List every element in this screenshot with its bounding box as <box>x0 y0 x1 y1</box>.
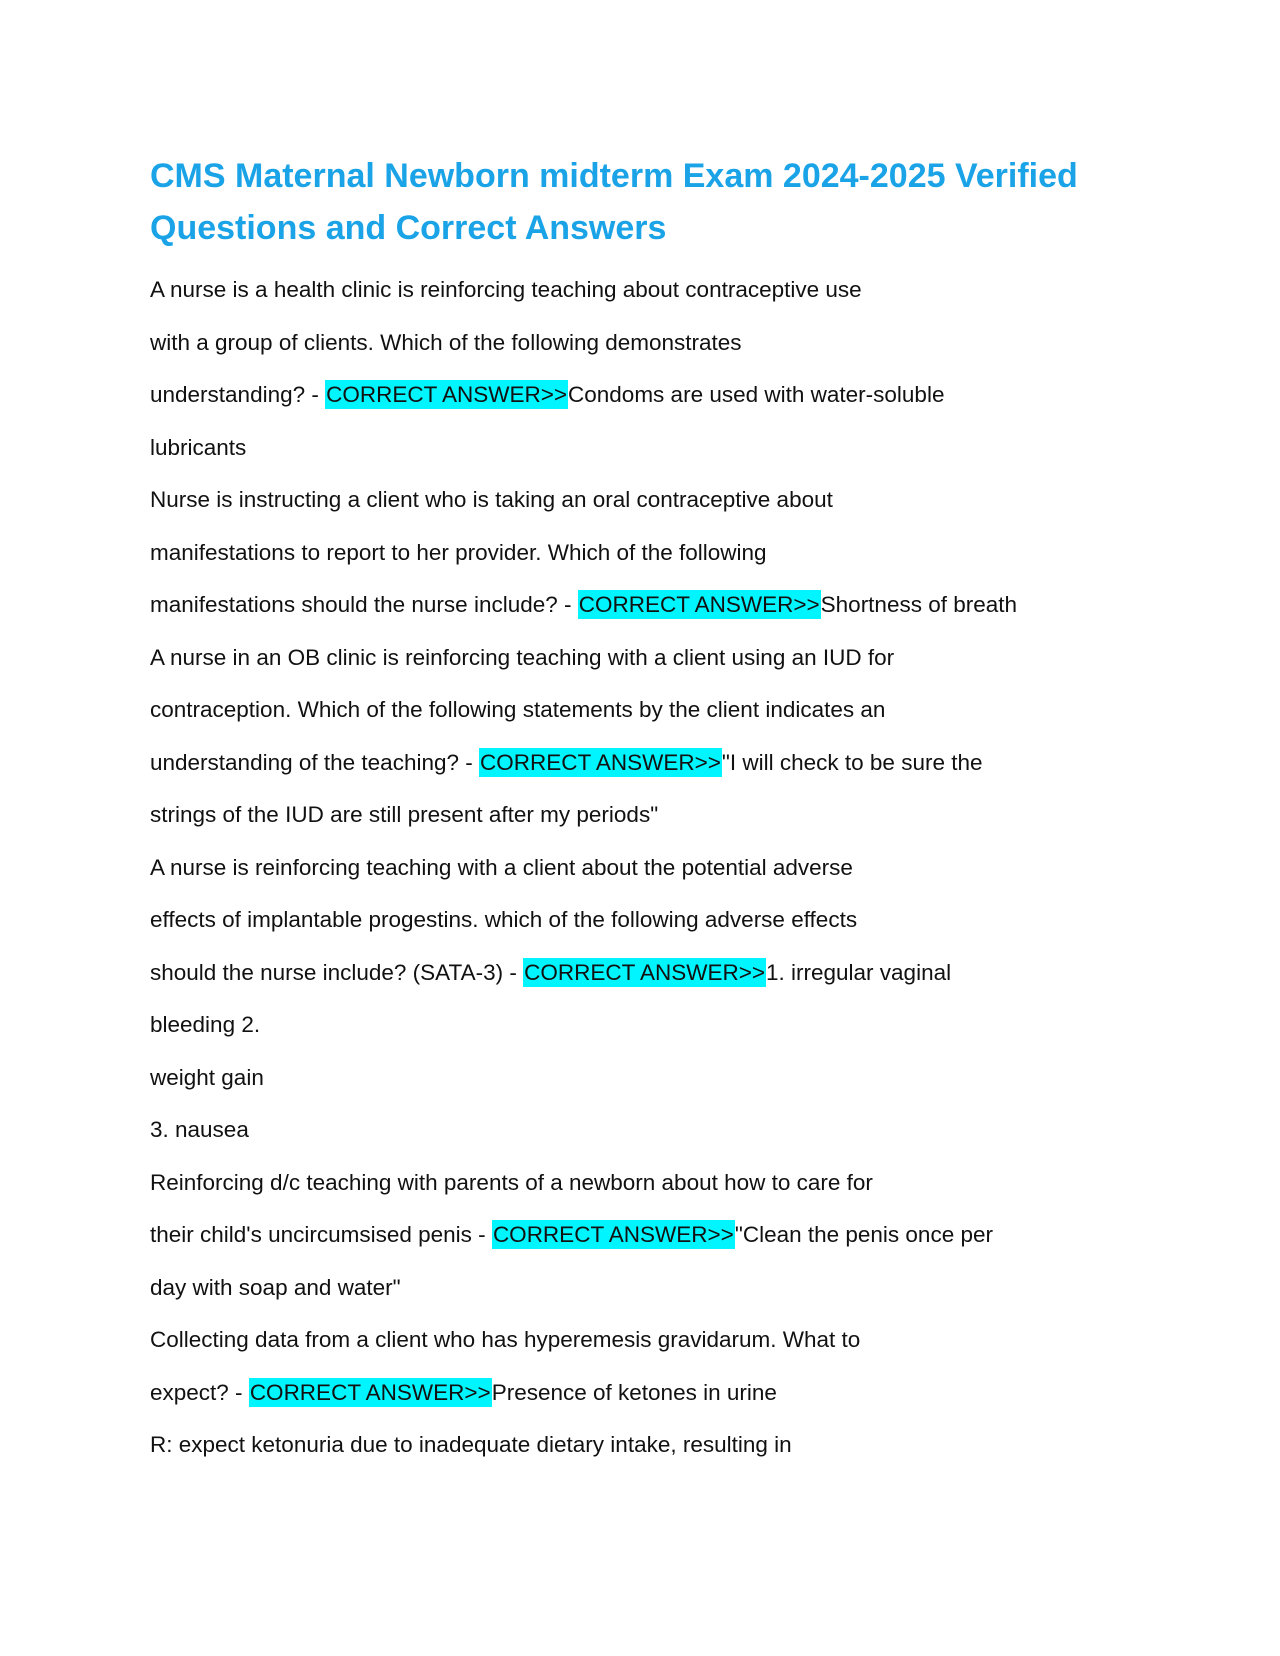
answer-text: Presence of ketones in urine <box>491 1379 777 1405</box>
answer-line <box>150 579 1150 632</box>
question-tail: understanding of the teaching? - <box>150 749 479 775</box>
correct-answer-marker: CORRECT ANSWER>> <box>480 749 721 775</box>
answer-line <box>150 1367 1150 1420</box>
text-line <box>150 1052 1150 1105</box>
question-tail: expect? - <box>150 1379 249 1405</box>
correct-answer-marker: CORRECT ANSWER>> <box>492 1222 734 1247</box>
text-line <box>150 1262 1150 1315</box>
line-text: bleeding 2. <box>150 1012 261 1037</box>
answer-text: "I will check to be sure the <box>721 749 983 775</box>
line-text: day with soap and water" <box>150 1274 401 1300</box>
question-tail: should the nurse include? (SATA-3) - <box>150 959 524 985</box>
line-text: with a group of clients. Which of the following demonstrates <box>150 329 742 355</box>
line-text: effects of implantable progestins. which of the following adverse effects <box>150 907 858 932</box>
line-text: Collecting data from a client who has hyperemesis gravidarum. What to <box>150 1327 861 1352</box>
line-text: weight gain <box>150 1064 264 1090</box>
title-line: Questions and Correct Answers <box>150 209 667 247</box>
line-text: strings of the IUD are still present after my periods" <box>150 802 659 827</box>
line-text: 3. nausea <box>150 1117 249 1142</box>
correct-answer-marker: CORRECT ANSWER>> <box>524 959 765 985</box>
text-line <box>150 999 1150 1052</box>
title-line: CMS Maternal Newborn midterm Exam 2024-2025 Verified <box>150 157 1078 195</box>
answer-line <box>150 1209 1150 1262</box>
text-line <box>150 527 1150 580</box>
question-tail: manifestations should the nurse include? - <box>150 592 578 617</box>
line-text: R: expect ketonuria due to inadequate dietary intake, resulting in <box>150 1432 792 1457</box>
text-line <box>150 1157 1150 1210</box>
line-text: A nurse is reinforcing teaching with a client about the potential adverse <box>150 854 853 880</box>
answer-line <box>150 947 1150 1000</box>
answer-text: 1. irregular vaginal <box>766 959 952 985</box>
text-line <box>150 474 1150 527</box>
line-text: manifestations to report to her provider. Which of the following <box>150 539 767 565</box>
line-text: lubricants <box>150 434 247 460</box>
answer-text: "Clean the penis once per <box>734 1222 993 1247</box>
correct-answer-marker: CORRECT ANSWER>> <box>578 592 820 617</box>
line-text: Nurse is instructing a client who is taking an oral contraceptive about <box>150 487 833 512</box>
text-line <box>150 842 1150 895</box>
question-tail: their child's uncircumsised penis - <box>150 1222 492 1247</box>
text-line <box>150 894 1150 947</box>
text-line <box>150 1314 1150 1367</box>
text-line <box>150 789 1150 842</box>
text-line <box>150 1419 1150 1472</box>
question-tail: understanding? - <box>150 382 326 407</box>
line-text: contraception. Which of the following statements by the client indicates an <box>150 697 886 722</box>
text-line <box>150 264 1150 317</box>
answer-line <box>150 369 1150 422</box>
correct-answer-marker: CORRECT ANSWER>> <box>326 382 568 407</box>
answer-text: Shortness of breath <box>820 592 1018 617</box>
document-body <box>150 264 1150 1472</box>
text-line <box>150 684 1150 737</box>
text-line <box>150 632 1150 685</box>
answer-line <box>150 737 1150 790</box>
line-text: Reinforcing d/c teaching with parents of a newborn about how to care for <box>150 1169 873 1195</box>
line-text: A nurse in an OB clinic is reinforcing teaching with a client using an IUD for <box>150 644 895 670</box>
text-line <box>150 1104 1150 1157</box>
correct-answer-marker: CORRECT ANSWER>> <box>249 1379 491 1405</box>
line-text: A nurse is a health clinic is reinforcing teaching about contraceptive use <box>150 277 862 302</box>
text-line <box>150 422 1150 475</box>
answer-text: Condoms are used with water-soluble <box>568 382 945 407</box>
document-title <box>150 150 1150 254</box>
text-line <box>150 317 1150 370</box>
